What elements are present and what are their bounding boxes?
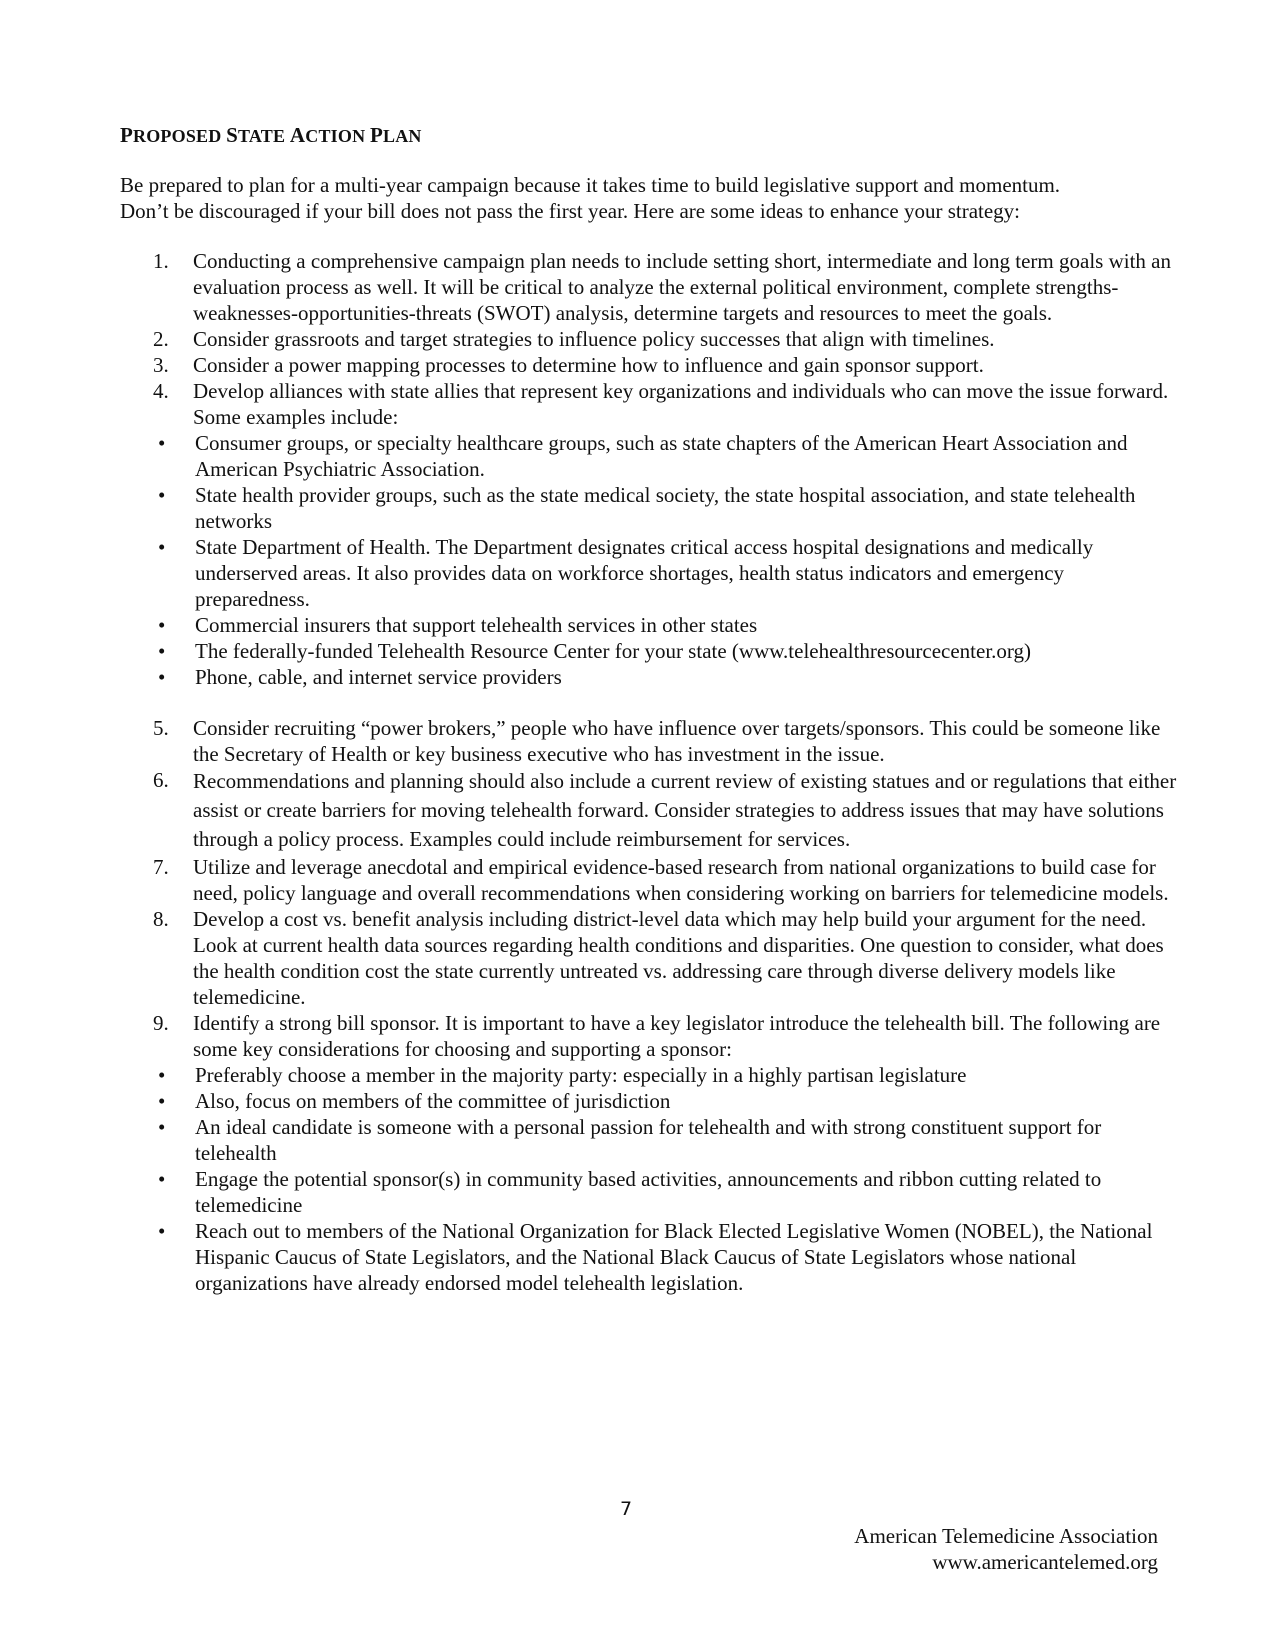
bullet-item	[120, 534, 1180, 612]
title-initial: A	[289, 123, 306, 147]
bullet-icon: •	[158, 535, 166, 559]
intro-paragraph	[120, 172, 1180, 224]
bullet-icon: •	[158, 665, 166, 689]
bullet-text: Consumer groups, or specialty healthcare groups, such as state chapters of the American Heart Association and American Psychiatric Association.	[195, 431, 1128, 481]
bullet-text: Phone, cable, and internet service providers	[195, 665, 562, 689]
list-item	[120, 326, 1180, 352]
bullet-item	[120, 1062, 1180, 1088]
intro-line: Be prepared to plan for a multi-year campaign because it takes time to build legislative support and momentum.	[120, 173, 1061, 197]
bullet-icon: •	[158, 1063, 166, 1087]
bullet-icon: •	[158, 1089, 166, 1113]
bullet-item	[120, 664, 1180, 690]
item-number: 5.	[153, 716, 169, 740]
intro-line: Don’t be discouraged if your bill does not pass the first year. Here are some ideas to enhance your strategy:	[120, 199, 1021, 223]
bullet-icon: •	[158, 431, 166, 455]
section-title	[120, 122, 422, 149]
item-text: Recommendations and planning should also include a current review of existing statues and or regulations that either assist or create barriers for moving telehealth forward. Consider strategies to address issues that may have solutions through a policy process. Examples could include reimbursement for services.	[193, 769, 1177, 851]
item-number: 9.	[153, 1011, 169, 1035]
bullet-icon: •	[158, 639, 166, 663]
bullet-icon: •	[158, 613, 166, 637]
list-item	[120, 352, 1180, 378]
title-word: CTION	[305, 126, 366, 146]
item-number: 7.	[153, 855, 169, 879]
bullet-text: Engage the potential sponsor(s) in community based activities, announcements and ribbon cutting related to telemedicine	[195, 1167, 1102, 1217]
bullet-item	[120, 482, 1180, 534]
list-item	[120, 906, 1180, 1010]
item-number: 8.	[153, 907, 169, 931]
bullet-icon: •	[158, 1167, 166, 1191]
item-number: 6.	[153, 768, 169, 792]
bullet-item	[120, 1218, 1180, 1296]
item-text: Consider a power mapping processes to determine how to influence and gain sponsor support.	[193, 353, 984, 377]
bullet-icon: •	[158, 483, 166, 507]
bullet-icon: •	[158, 1115, 166, 1139]
bullet-list	[120, 430, 1180, 690]
list-item	[120, 378, 1180, 430]
bullet-item	[120, 638, 1180, 664]
bullet-item	[120, 1166, 1180, 1218]
title-word: TATE	[238, 126, 286, 146]
footer-organization: American Telemedicine Association	[854, 1524, 1158, 1548]
item-number: 4.	[153, 379, 169, 403]
list-item	[120, 715, 1180, 767]
item-text: Utilize and leverage anecdotal and empirical evidence-based research from national organizations to build case for need, policy language and overall recommendations when considering working on barriers for telemedicine models.	[193, 855, 1169, 905]
title-word: ROPOSED	[133, 126, 222, 146]
bullet-item	[120, 1088, 1180, 1114]
bullet-item	[120, 1114, 1180, 1166]
title-initial: P	[120, 123, 134, 147]
spacer	[120, 690, 1180, 715]
item-number: 2.	[153, 327, 169, 351]
bullet-item	[120, 430, 1180, 482]
list-item	[120, 854, 1180, 906]
numbered-list	[120, 248, 1180, 1296]
title-word: LAN	[383, 126, 422, 146]
list-item	[120, 767, 1180, 854]
bullet-text: State Department of Health. The Department designates critical access hospital designations and medically underserved areas. It also provides data on workforce shortages, health status indicators and emergency preparedness.	[195, 535, 1094, 611]
title-initial: S	[226, 123, 239, 147]
bullet-text: Reach out to members of the National Organization for Black Elected Legislative Women (NOBEL), the National Hispanic Caucus of State Legislators, and the National Black Caucus of State Legislators whose national organizations have already endorsed model telehealth legislation.	[195, 1219, 1153, 1295]
item-text: Consider grassroots and target strategies to influence policy successes that align with timelines.	[193, 327, 995, 351]
item-text: Consider recruiting “power brokers,” people who have influence over targets/sponsors. This could be someone like the Secretary of Health or key business executive who has investment in the issue.	[193, 716, 1161, 766]
item-number: 3.	[153, 353, 169, 377]
bullet-text: Also, focus on members of the committee of jurisdiction	[195, 1089, 671, 1113]
bullet-text: Preferably choose a member in the majority party: especially in a highly partisan legislature	[195, 1063, 967, 1087]
item-text: Identify a strong bill sponsor. It is important to have a key legislator introduce the telehealth bill. The following are some key considerations for choosing and supporting a sponsor:	[193, 1011, 1161, 1061]
footer	[854, 1523, 1158, 1575]
item-text: Develop alliances with state allies that represent key organizations and individuals who can move the issue forward. Some examples include:	[193, 379, 1169, 429]
bullet-text: State health provider groups, such as the state medical society, the state hospital association, and state telehealth networks	[195, 483, 1136, 533]
bullet-text: The federally-funded Telehealth Resource Center for your state (www.telehealthresourcecenter.org)	[195, 639, 1032, 663]
page-number: 7	[620, 1498, 633, 1520]
bullet-list	[120, 1062, 1180, 1296]
bullet-text: An ideal candidate is someone with a personal passion for telehealth and with strong constituent support for telehealth	[195, 1115, 1102, 1165]
item-number: 1.	[153, 249, 169, 273]
bullet-icon: •	[158, 1219, 166, 1243]
bullet-item	[120, 612, 1180, 638]
item-text: Develop a cost vs. benefit analysis including district-level data which may help build your argument for the need. Look at current health data sources regarding health conditions and disparities. One question to consider, what does the health condition cost the state currently untreated vs. addressing care through diverse delivery models like telemedicine.	[193, 907, 1164, 1009]
list-item	[120, 1010, 1180, 1062]
item-text: Conducting a comprehensive campaign plan needs to include setting short, intermediate and long term goals with an evaluation process as well. It will be critical to analyze the external political environment, complete strengths-weaknesses-opportunities-threats (SWOT) analysis, determine targets and resources to meet the goals.	[193, 249, 1171, 325]
list-item	[120, 248, 1180, 326]
footer-url: www.americantelemed.org	[932, 1550, 1158, 1574]
bullet-text: Commercial insurers that support telehealth services in other states	[195, 613, 758, 637]
title-initial: P	[370, 123, 384, 147]
